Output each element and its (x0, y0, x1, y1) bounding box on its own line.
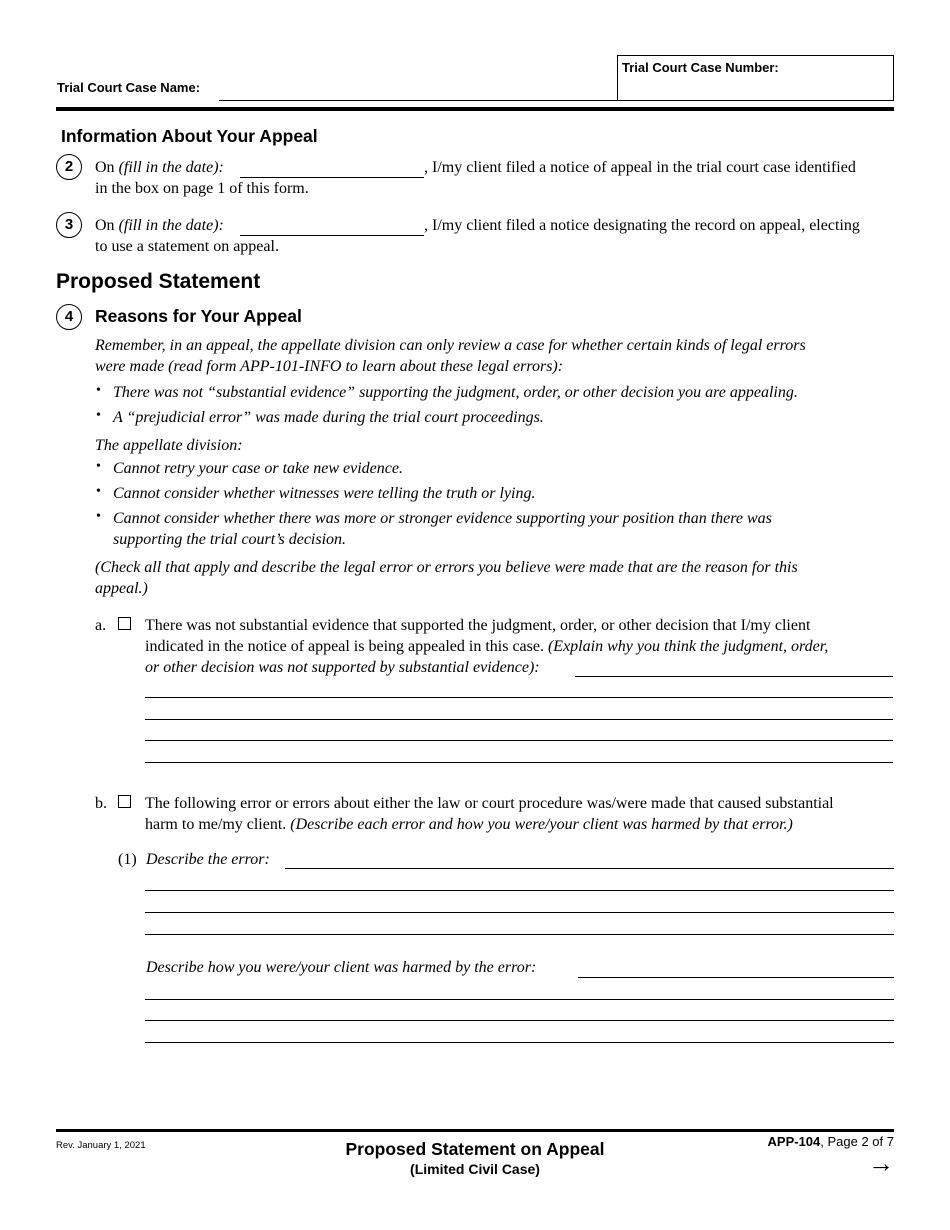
bullet-dot: • (96, 484, 101, 499)
item-2-prompt: (fill in the date): (118, 159, 224, 176)
subitem-1-describe-label: Describe the error: (146, 851, 270, 868)
bullet2-item-3-line1: Cannot consider whether there was more or stronger evidence supporting your position than there was (113, 510, 772, 527)
item-3-text (95, 215, 224, 236)
bullet2-item-2: Cannot consider whether witnesses were telling the truth or lying. (113, 485, 536, 502)
option-b-label: b. (95, 795, 107, 812)
option-a-line-2-italic: (Explain why you think the judgment, order, (547, 638, 829, 655)
form-title: Proposed Statement on Appeal (345, 1139, 605, 1159)
subitem-1-harm-label: Describe how you were/your client was harmed by the error: (146, 959, 537, 976)
option-a-answer-line[interactable] (145, 719, 893, 720)
bullet-dot: • (96, 408, 101, 423)
error-description-line[interactable] (285, 868, 894, 869)
proposed-statement-title: Proposed Statement (56, 270, 261, 293)
harm-description-line[interactable] (145, 1042, 894, 1043)
option-a-answer-line[interactable] (145, 762, 893, 763)
bullet2-item-1: Cannot retry your case or take new evidence. (113, 460, 403, 477)
form-page-info (768, 1134, 894, 1149)
subitem-1-label: (1) (118, 851, 137, 868)
bullet2-item-3-line2: supporting the trial court’s decision. (113, 531, 347, 548)
error-description-line[interactable] (145, 934, 894, 935)
info-section-title: Information About Your Appeal (61, 126, 318, 146)
item-2-number: 2 (56, 154, 82, 180)
option-b-line-1: The following error or errors about either the law or court procedure was/were made that caused substantial (145, 795, 834, 812)
page-number: , Page 2 of 7 (820, 1134, 894, 1149)
bullet-dot: • (96, 383, 101, 398)
option-a-checkbox[interactable] (118, 617, 131, 630)
item-3-after: , I/my client filed a notice designating the record on appeal, electing (424, 217, 860, 234)
revision-date: Rev. January 1, 2021 (56, 1140, 146, 1151)
item-3-prompt: (fill in the date): (118, 217, 224, 234)
item-2-after: , I/my client filed a notice of appeal in the trial court case identified (424, 159, 856, 176)
option-a-line-3: or other decision was not supported by substantial evidence): (145, 659, 540, 676)
item-4-title: Reasons for Your Appeal (95, 306, 302, 326)
footer-rule (56, 1129, 894, 1132)
option-a-answer-line[interactable] (145, 740, 893, 741)
option-b-line-2-italic: (Describe each error and how you were/your client was harmed by that error.) (290, 816, 793, 833)
remember-line-1: Remember, in an appeal, the appellate division can only review a case for whether certain kinds of legal errors (95, 337, 806, 354)
check-instruction-line-2: appeal.) (95, 580, 148, 597)
error-description-line[interactable] (145, 890, 894, 891)
option-b-line-2-plain: harm to me/my client. (145, 816, 291, 833)
bullet-dot: • (96, 459, 101, 474)
case-name-label: Trial Court Case Name: (57, 80, 201, 95)
harm-description-line[interactable] (145, 1020, 894, 1021)
option-a-answer-line[interactable] (145, 697, 893, 698)
option-a-line-2-plain: indicated in the notice of appeal is being appealed in this case. (145, 638, 548, 655)
option-a-line-2 (145, 636, 828, 657)
option-a-answer-line[interactable] (575, 676, 893, 677)
item-2-line2: in the box on page 1 of this form. (95, 180, 309, 197)
item-2-text (95, 157, 224, 178)
form-id: APP-104 (767, 1134, 821, 1149)
harm-description-line[interactable] (578, 977, 894, 978)
case-name-field[interactable] (219, 100, 617, 101)
check-instruction-line-1: (Check all that apply and describe the legal error or errors you believe were made that are the reason for this (95, 559, 798, 576)
item-3-prefix: On (95, 217, 119, 234)
item-3-line2: to use a statement on appeal. (95, 238, 279, 255)
bullet1-item-1: There was not “substantial evidence” supporting the judgment, order, or other decision you are appealing. (113, 384, 798, 401)
remember-line-2: were made (read form APP-101-INFO to learn about these legal errors): (95, 358, 564, 375)
error-description-line[interactable] (145, 912, 894, 913)
option-b-checkbox[interactable] (118, 795, 131, 808)
form-subtitle: (Limited Civil Case) (410, 1161, 540, 1177)
next-page-arrow-icon: → (868, 1148, 894, 1178)
case-number-label: Trial Court Case Number: (622, 60, 779, 75)
option-a-label: a. (95, 617, 107, 634)
bullet-dot: • (96, 509, 101, 524)
item-2-prefix: On (95, 159, 119, 176)
item-4-number: 4 (56, 304, 82, 330)
harm-description-line[interactable] (145, 999, 894, 1000)
header-rule (56, 107, 894, 111)
option-a-line-1: There was not substantial evidence that supported the judgment, order, or other decision that I/my client (145, 617, 811, 634)
bullet1-item-2: A “prejudicial error” was made during the trial court proceedings. (113, 409, 544, 426)
item-3-number: 3 (56, 212, 82, 238)
option-b-line-2 (145, 814, 793, 835)
appellate-label: The appellate division: (95, 437, 243, 454)
